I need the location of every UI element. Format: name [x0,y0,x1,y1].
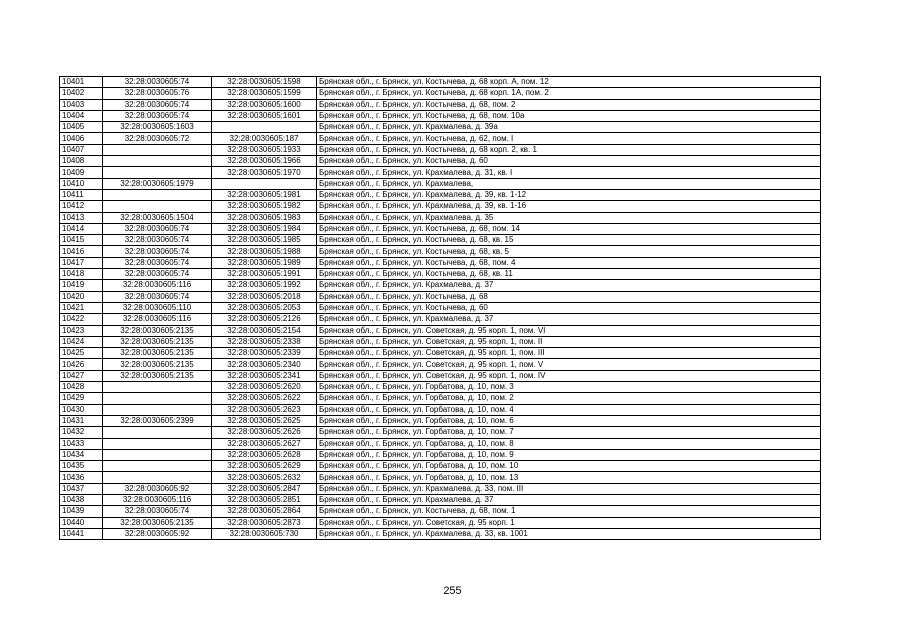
table-row [60,156,821,167]
address-cell: Брянская обл., г. Брянск, ул. Костычева, д. 68, пом. 14 [317,223,821,234]
cadastral-number-cell: 32:28:0030605:2628 [212,449,317,460]
parent-cadastral-number-cell: 32:28:0030605:2135 [103,348,212,359]
row-number-cell: 10414 [60,223,103,234]
row-number-cell: 10431 [60,415,103,426]
row-number-cell: 10413 [60,212,103,223]
address-cell: Брянская обл., г. Брянск, ул. Горбатова, д. 10, пом. 4 [317,404,821,415]
table-row [60,144,821,155]
parent-cadastral-number-cell: 32:28:0030605:116 [103,494,212,505]
row-number-cell: 10418 [60,269,103,280]
parent-cadastral-number-cell: 32:28:0030605:2135 [103,325,212,336]
table-row [60,280,821,291]
cadastral-number-cell: 32:28:0030605:1970 [212,167,317,178]
row-number-cell: 10438 [60,494,103,505]
cadastral-number-cell: 32:28:0030605:2620 [212,382,317,393]
parent-cadastral-number-cell [103,404,212,415]
row-number-cell: 10433 [60,438,103,449]
address-cell: Брянская обл., г. Брянск, ул. Советская, д. 95 корп. 1, пом. IV [317,370,821,381]
address-cell: Брянская обл., г. Брянск, ул. Крахмалева, д. 37 [317,280,821,291]
address-cell: Брянская обл., г. Брянск, ул. Костычева, д. 68, пом. 2 [317,99,821,110]
table-row [60,382,821,393]
address-cell: Брянская обл., г. Брянск, ул. Крахмалева, д. 35 [317,212,821,223]
row-number-cell: 10441 [60,528,103,539]
parent-cadastral-number-cell: 32:28:0030605:74 [103,99,212,110]
address-cell: Брянская обл., г. Брянск, ул. Советская, д. 95 корп. 1, пом. II [317,336,821,347]
table-row [60,122,821,133]
row-number-cell: 10426 [60,359,103,370]
address-cell: Брянская обл., г. Брянск, ул. Костычева, д. 68, кв. 5 [317,246,821,257]
address-cell: Брянская обл., г. Брянск, ул. Костычева, д. 68 [317,291,821,302]
row-number-cell: 10420 [60,291,103,302]
cadastral-number-cell: 32:28:0030605:2053 [212,302,317,313]
parent-cadastral-number-cell [103,156,212,167]
cadastral-number-cell: 32:28:0030605:2626 [212,427,317,438]
parent-cadastral-number-cell: 32:28:0030605:74 [103,269,212,280]
table-row [60,370,821,381]
address-cell: Брянская обл., г. Брянск, ул. Горбатова, д. 10, пом. 6 [317,415,821,426]
address-cell: Брянская обл., г. Брянск, ул. Крахмалева, д. 39а [317,122,821,133]
address-cell: Брянская обл., г. Брянск, ул. Крахмалева, д. 37 [317,314,821,325]
address-cell: Брянская обл., г. Брянск, ул. Костычева, д. 68, кв. 15 [317,235,821,246]
cadastral-number-cell: 32:28:0030605:1601 [212,110,317,121]
address-cell: Брянская обл., г. Брянск, ул. Горбатова, д. 10, пом. 10 [317,461,821,472]
row-number-cell: 10427 [60,370,103,381]
cadastral-number-cell: 32:28:0030605:1983 [212,212,317,223]
address-cell: Брянская обл., г. Брянск, ул. Советская, д. 95 корп. 1 [317,517,821,528]
cadastral-number-cell: 32:28:0030605:1600 [212,99,317,110]
parent-cadastral-number-cell: 32:28:0030605:74 [103,235,212,246]
cadastral-number-cell: 32:28:0030605:1598 [212,77,317,88]
row-number-cell: 10437 [60,483,103,494]
cadastral-number-cell: 32:28:0030605:1966 [212,156,317,167]
cadastral-number-cell: 32:28:0030605:2873 [212,517,317,528]
address-cell: Брянская обл., г. Брянск, ул. Крахмалева, д. 37 [317,494,821,505]
address-cell: Брянская обл., г. Брянск, ул. Костычева, д. 68, кв. 11 [317,269,821,280]
parent-cadastral-number-cell [103,382,212,393]
cadastral-number-cell: 32:28:0030605:1991 [212,269,317,280]
parent-cadastral-number-cell: 32:28:0030605:1603 [103,122,212,133]
table-row [60,336,821,347]
table-row [60,415,821,426]
row-number-cell: 10405 [60,122,103,133]
address-cell: Брянская обл., г. Брянск, ул. Советская, д. 95 корп. 1, пом. VI [317,325,821,336]
registry-table-body [60,77,821,540]
row-number-cell: 10407 [60,144,103,155]
row-number-cell: 10421 [60,302,103,313]
cadastral-number-cell: 32:28:0030605:2851 [212,494,317,505]
table-row [60,291,821,302]
address-cell: Брянская обл., г. Брянск, ул. Крахмалева, д. 39, кв. 1-16 [317,201,821,212]
table-row [60,438,821,449]
row-number-cell: 10435 [60,461,103,472]
cadastral-number-cell: 32:28:0030605:2622 [212,393,317,404]
table-row [60,302,821,313]
parent-cadastral-number-cell: 32:28:0030605:74 [103,506,212,517]
address-cell: Брянская обл., г. Брянск, ул. Крахмалева, д. 39, кв. 1-12 [317,189,821,200]
cadastral-number-cell: 32:28:0030605:2627 [212,438,317,449]
parent-cadastral-number-cell: 32:28:0030605:74 [103,246,212,257]
table-row [60,189,821,200]
cadastral-number-cell: 32:28:0030605:1985 [212,235,317,246]
parent-cadastral-number-cell: 32:28:0030605:92 [103,528,212,539]
row-number-cell: 10422 [60,314,103,325]
parent-cadastral-number-cell: 32:28:0030605:74 [103,223,212,234]
table-row [60,223,821,234]
table-row [60,110,821,121]
row-number-cell: 10434 [60,449,103,460]
table-row [60,393,821,404]
table-row [60,201,821,212]
table-row [60,167,821,178]
parent-cadastral-number-cell: 32:28:0030605:110 [103,302,212,313]
cadastral-number-cell: 32:28:0030605:2847 [212,483,317,494]
parent-cadastral-number-cell [103,393,212,404]
table-row [60,517,821,528]
address-cell: Брянская обл., г. Брянск, ул. Костычева, д. 68 корп. 2, кв. 1 [317,144,821,155]
table-row [60,257,821,268]
parent-cadastral-number-cell [103,201,212,212]
address-cell: Брянская обл., г. Брянск, ул. Горбатова, д. 10, пом. 2 [317,393,821,404]
parent-cadastral-number-cell: 32:28:0030605:72 [103,133,212,144]
table-row [60,461,821,472]
row-number-cell: 10408 [60,156,103,167]
address-cell: Брянская обл., г. Брянск, ул. Крахмалева, д. 33, пом. III [317,483,821,494]
row-number-cell: 10440 [60,517,103,528]
parent-cadastral-number-cell: 32:28:0030605:92 [103,483,212,494]
cadastral-number-cell: 32:28:0030605:730 [212,528,317,539]
table-row [60,212,821,223]
row-number-cell: 10416 [60,246,103,257]
address-cell: Брянская обл., г. Брянск, ул. Костычева, д. 68, пом. 1 [317,506,821,517]
parent-cadastral-number-cell: 32:28:0030605:1504 [103,212,212,223]
table-row [60,483,821,494]
row-number-cell: 10432 [60,427,103,438]
parent-cadastral-number-cell: 32:28:0030605:2135 [103,359,212,370]
cadastral-number-cell: 32:28:0030605:2623 [212,404,317,415]
cadastral-number-cell: 32:28:0030605:1599 [212,88,317,99]
parent-cadastral-number-cell [103,461,212,472]
cadastral-number-cell: 32:28:0030605:2340 [212,359,317,370]
cadastral-number-cell: 32:28:0030605:1984 [212,223,317,234]
row-number-cell: 10402 [60,88,103,99]
page-number: 255 [443,585,462,597]
table-row [60,88,821,99]
parent-cadastral-number-cell: 32:28:0030605:2135 [103,370,212,381]
row-number-cell: 10430 [60,404,103,415]
row-number-cell: 10403 [60,99,103,110]
parent-cadastral-number-cell: 32:28:0030605:116 [103,314,212,325]
table-row [60,77,821,88]
address-cell: Брянская обл., г. Брянск, ул. Костычева, д. 68 корп. 1А, пом. 2 [317,88,821,99]
parent-cadastral-number-cell [103,144,212,155]
cadastral-number-cell: 32:28:0030605:1982 [212,201,317,212]
row-number-cell: 10409 [60,167,103,178]
row-number-cell: 10411 [60,189,103,200]
address-cell: Брянская обл., г. Брянск, ул. Костычева, д. 60 [317,156,821,167]
table-row [60,506,821,517]
cadastral-number-cell [212,178,317,189]
table-row [60,314,821,325]
cadastral-number-cell: 32:28:0030605:2339 [212,348,317,359]
cadastral-number-cell: 32:28:0030605:1933 [212,144,317,155]
address-cell: Брянская обл., г. Брянск, ул. Советская, д. 95 корп. 1, пом. V [317,359,821,370]
parent-cadastral-number-cell: 32:28:0030605:74 [103,257,212,268]
table-row [60,348,821,359]
parent-cadastral-number-cell [103,438,212,449]
cadastral-number-cell [212,122,317,133]
row-number-cell: 10436 [60,472,103,483]
address-cell: Брянская обл., г. Брянск, ул. Советская, д. 95 корп. 1, пом. III [317,348,821,359]
parent-cadastral-number-cell: 32:28:0030605:76 [103,88,212,99]
parent-cadastral-number-cell: 32:28:0030605:1979 [103,178,212,189]
address-cell: Брянская обл., г. Брянск, ул. Костычева, д. 68, пом. 10а [317,110,821,121]
parent-cadastral-number-cell [103,472,212,483]
cadastral-number-cell: 32:28:0030605:187 [212,133,317,144]
parent-cadastral-number-cell: 32:28:0030605:74 [103,291,212,302]
address-cell: Брянская обл., г. Брянск, ул. Костычева, д. 68, пом. 4 [317,257,821,268]
table-row [60,427,821,438]
row-number-cell: 10404 [60,110,103,121]
row-number-cell: 10412 [60,201,103,212]
cadastral-number-cell: 32:28:0030605:1981 [212,189,317,200]
table-row [60,449,821,460]
table-row [60,178,821,189]
address-cell: Брянская обл., г. Брянск, ул. Горбатова, д. 10, пом. 13 [317,472,821,483]
table-row [60,235,821,246]
table-row [60,528,821,539]
row-number-cell: 10419 [60,280,103,291]
cadastral-number-cell: 32:28:0030605:2126 [212,314,317,325]
parent-cadastral-number-cell: 32:28:0030605:2135 [103,336,212,347]
address-cell: Брянская обл., г. Брянск, ул. Горбатова, д. 10, пом. 9 [317,449,821,460]
table-row [60,494,821,505]
row-number-cell: 10439 [60,506,103,517]
cadastral-number-cell: 32:28:0030605:1992 [212,280,317,291]
address-cell: Брянская обл., г. Брянск, ул. Крахмалева, д. 31, кв. I [317,167,821,178]
cadastral-number-cell: 32:28:0030605:2864 [212,506,317,517]
parent-cadastral-number-cell [103,449,212,460]
table-row [60,246,821,257]
row-number-cell: 10429 [60,393,103,404]
address-cell: Брянская обл., г. Брянск, ул. Крахмалева, [317,178,821,189]
cadastral-number-cell: 32:28:0030605:1989 [212,257,317,268]
address-cell: Брянская обл., г. Брянск, ул. Горбатова, д. 10, пом. 7 [317,427,821,438]
row-number-cell: 10410 [60,178,103,189]
cadastral-number-cell: 32:28:0030605:2154 [212,325,317,336]
cadastral-number-cell: 32:28:0030605:1988 [212,246,317,257]
row-number-cell: 10428 [60,382,103,393]
parent-cadastral-number-cell [103,167,212,178]
parent-cadastral-number-cell: 32:28:0030605:74 [103,77,212,88]
registry-table [59,76,821,540]
row-number-cell: 10424 [60,336,103,347]
parent-cadastral-number-cell: 32:28:0030605:2135 [103,517,212,528]
table-row [60,325,821,336]
row-number-cell: 10417 [60,257,103,268]
row-number-cell: 10423 [60,325,103,336]
address-cell: Брянская обл., г. Брянск, ул. Костычева, д. 60 [317,302,821,313]
address-cell: Брянская обл., г. Брянск, ул. Горбатова, д. 10, пом. 3 [317,382,821,393]
cadastral-number-cell: 32:28:0030605:2338 [212,336,317,347]
address-cell: Брянская обл., г. Брянск, ул. Горбатова, д. 10, пом. 8 [317,438,821,449]
row-number-cell: 10425 [60,348,103,359]
cadastral-number-cell: 32:28:0030605:2629 [212,461,317,472]
row-number-cell: 10406 [60,133,103,144]
address-cell: Брянская обл., г. Брянск, ул. Костычева, д. 68 корп. А, пом. 12 [317,77,821,88]
cadastral-number-cell: 32:28:0030605:2341 [212,370,317,381]
table-row [60,99,821,110]
row-number-cell: 10415 [60,235,103,246]
parent-cadastral-number-cell: 32:28:0030605:74 [103,110,212,121]
row-number-cell: 10401 [60,77,103,88]
cadastral-number-cell: 32:28:0030605:2018 [212,291,317,302]
cadastral-number-cell: 32:28:0030605:2632 [212,472,317,483]
table-row [60,404,821,415]
cadastral-number-cell: 32:28:0030605:2625 [212,415,317,426]
parent-cadastral-number-cell [103,189,212,200]
parent-cadastral-number-cell: 32:28:0030605:116 [103,280,212,291]
address-cell: Брянская обл., г. Брянск, ул. Костычева, д. 62, пом. I [317,133,821,144]
address-cell: Брянская обл., г. Брянск, ул. Крахмалева, д. 33, кв. 1001 [317,528,821,539]
table-row [60,359,821,370]
parent-cadastral-number-cell: 32:28:0030605:2399 [103,415,212,426]
table-row [60,472,821,483]
parent-cadastral-number-cell [103,427,212,438]
table-row [60,269,821,280]
table-row [60,133,821,144]
